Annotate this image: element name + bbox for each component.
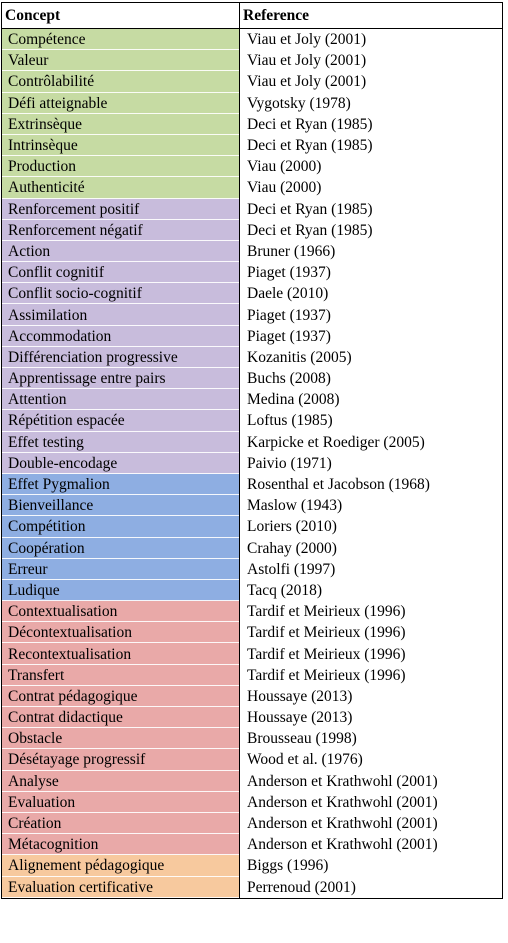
table-row (2, 707, 503, 728)
table-row (2, 326, 503, 347)
table-row (2, 29, 503, 51)
table-row (2, 728, 503, 749)
table-row (2, 199, 503, 220)
concept-cell: Compétence (2, 29, 240, 51)
concept-cell: Métacognition (2, 834, 240, 855)
concept-cell: Contrôlabilité (2, 71, 240, 92)
reference-cell: Anderson et Krathwohl (2001) (240, 792, 503, 813)
reference-cell: Buchs (2008) (240, 368, 503, 389)
reference-cell: Maslow (1943) (240, 495, 503, 516)
concept-cell: Décontextualisation (2, 622, 240, 643)
table-row (2, 114, 503, 135)
concept-cell: Répétition espacée (2, 410, 240, 431)
concept-cell: Alignement pédagogique (2, 855, 240, 876)
concept-cell: Intrinsèque (2, 135, 240, 156)
header-row (2, 3, 503, 29)
concept-cell: Différenciation progressive (2, 347, 240, 368)
reference-cell: Vygotsky (1978) (240, 93, 503, 114)
reference-cell: Tardif et Meirieux (1996) (240, 665, 503, 686)
reference-cell: Tardif et Meirieux (1996) (240, 643, 503, 664)
table-row (2, 665, 503, 686)
reference-cell: Biggs (1996) (240, 855, 503, 876)
reference-cell: Tardif et Meirieux (1996) (240, 601, 503, 622)
table-row (2, 813, 503, 834)
table-row (2, 220, 503, 241)
table-row (2, 93, 503, 114)
reference-cell: Anderson et Krathwohl (2001) (240, 813, 503, 834)
reference-cell: Tacq (2018) (240, 580, 503, 601)
concept-cell: Création (2, 813, 240, 834)
reference-cell: Viau et Joly (2001) (240, 71, 503, 92)
concept-cell: Coopération (2, 538, 240, 559)
concept-cell: Obstacle (2, 728, 240, 749)
concept-cell: Action (2, 241, 240, 262)
reference-cell: Loftus (1985) (240, 410, 503, 431)
reference-column-header: Reference (240, 3, 503, 29)
table-row (2, 686, 503, 707)
concept-cell: Production (2, 156, 240, 177)
table-row (2, 601, 503, 622)
table-row (2, 516, 503, 537)
concept-cell: Evaluation (2, 792, 240, 813)
reference-cell: Deci et Ryan (1985) (240, 220, 503, 241)
table-row (2, 304, 503, 325)
reference-cell: Kozanitis (2005) (240, 347, 503, 368)
concept-cell: Transfert (2, 665, 240, 686)
table-row (2, 495, 503, 516)
reference-cell: Daele (2010) (240, 283, 503, 304)
concept-cell: Effet Pygmalion (2, 474, 240, 495)
reference-cell: Rosenthal et Jacobson (1968) (240, 474, 503, 495)
table-row (2, 262, 503, 283)
concept-cell: Contrat didactique (2, 707, 240, 728)
table-row (2, 792, 503, 813)
concept-cell: Désétayage progressif (2, 749, 240, 770)
concept-cell: Authenticité (2, 177, 240, 198)
reference-cell: Houssaye (2013) (240, 707, 503, 728)
reference-cell: Tardif et Meirieux (1996) (240, 622, 503, 643)
concept-cell: Défi atteignable (2, 93, 240, 114)
concept-cell: Contrat pédagogique (2, 686, 240, 707)
concept-cell: Contextualisation (2, 601, 240, 622)
concept-cell: Conflit socio-cognitif (2, 283, 240, 304)
concept-cell: Erreur (2, 559, 240, 580)
table-row (2, 389, 503, 410)
reference-cell: Brousseau (1998) (240, 728, 503, 749)
concept-cell: Accommodation (2, 326, 240, 347)
reference-cell: Viau (2000) (240, 156, 503, 177)
concept-cell: Extrinsèque (2, 114, 240, 135)
reference-cell: Deci et Ryan (1985) (240, 199, 503, 220)
concept-cell: Valeur (2, 50, 240, 71)
reference-cell: Deci et Ryan (1985) (240, 114, 503, 135)
concept-cell: Conflit cognitif (2, 262, 240, 283)
table-row (2, 283, 503, 304)
table-row (2, 834, 503, 855)
reference-cell: Piaget (1937) (240, 304, 503, 325)
table-row (2, 855, 503, 876)
concept-cell: Effet testing (2, 432, 240, 453)
table-body (2, 29, 503, 899)
concept-reference-table (1, 2, 503, 899)
table-row (2, 50, 503, 71)
table-row (2, 453, 503, 474)
concept-cell: Analyse (2, 771, 240, 792)
reference-cell: Bruner (1966) (240, 241, 503, 262)
reference-cell: Anderson et Krathwohl (2001) (240, 834, 503, 855)
reference-cell: Wood et al. (1976) (240, 749, 503, 770)
table-row (2, 580, 503, 601)
table-row (2, 347, 503, 368)
reference-cell: Viau (2000) (240, 177, 503, 198)
table-row (2, 135, 503, 156)
reference-cell: Viau et Joly (2001) (240, 29, 503, 51)
concept-cell: Renforcement négatif (2, 220, 240, 241)
concept-cell: Compétition (2, 516, 240, 537)
reference-cell: Deci et Ryan (1985) (240, 135, 503, 156)
reference-cell: Piaget (1937) (240, 326, 503, 347)
table-row (2, 771, 503, 792)
reference-cell: Viau et Joly (2001) (240, 50, 503, 71)
concept-cell: Recontextualisation (2, 643, 240, 664)
reference-cell: Paivio (1971) (240, 453, 503, 474)
reference-cell: Crahay (2000) (240, 538, 503, 559)
reference-cell: Houssaye (2013) (240, 686, 503, 707)
table-row (2, 474, 503, 495)
table-row (2, 538, 503, 559)
table-row (2, 643, 503, 664)
table-row (2, 622, 503, 643)
table-row (2, 71, 503, 92)
table-row (2, 877, 503, 899)
concept-cell: Ludique (2, 580, 240, 601)
table-row (2, 410, 503, 431)
reference-cell: Medina (2008) (240, 389, 503, 410)
concept-column-header: Concept (2, 3, 240, 29)
reference-cell: Karpicke et Roediger (2005) (240, 432, 503, 453)
reference-cell: Astolfi (1997) (240, 559, 503, 580)
table-row (2, 749, 503, 770)
concept-cell: Renforcement positif (2, 199, 240, 220)
table-row (2, 432, 503, 453)
concept-cell: Apprentissage entre pairs (2, 368, 240, 389)
table-row (2, 368, 503, 389)
table-row (2, 177, 503, 198)
table-row (2, 559, 503, 580)
concept-cell: Double-encodage (2, 453, 240, 474)
concept-cell: Assimilation (2, 304, 240, 325)
concept-cell: Attention (2, 389, 240, 410)
reference-cell: Anderson et Krathwohl (2001) (240, 771, 503, 792)
concept-cell: Evaluation certificative (2, 877, 240, 899)
reference-cell: Piaget (1937) (240, 262, 503, 283)
table-row (2, 156, 503, 177)
reference-cell: Perrenoud (2001) (240, 877, 503, 899)
reference-cell: Loriers (2010) (240, 516, 503, 537)
concept-cell: Bienveillance (2, 495, 240, 516)
table-row (2, 241, 503, 262)
